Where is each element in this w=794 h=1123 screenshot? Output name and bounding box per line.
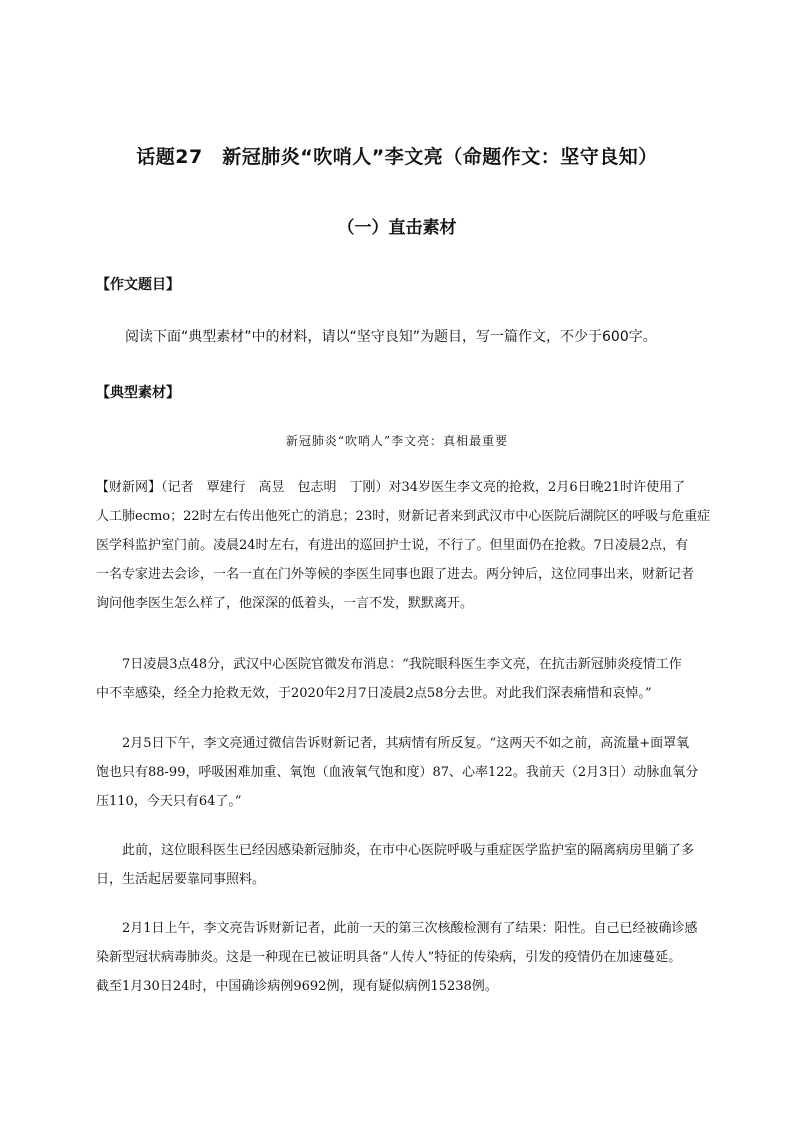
- paragraph-line: 日，生活起居要靠同事照料。: [96, 872, 266, 887]
- paragraph-line: 饱也只有88-99，呼吸困难加重、氧饱（血液氧气饱和度）87、心率122。我前天（2月3日）动脉血氧分: [96, 765, 699, 780]
- paragraph-line: 染新型冠状病毒肺炎。这是一种现在已被证明具备“人传人”特征的传染病，引发的疫情仍在加速蔓延。: [96, 950, 682, 965]
- paragraph-line: 一名专家进去会诊，一名一直在门外等候的李医生同事也跟了进去。两分钟后，这位同事出来，财新记者: [96, 567, 695, 582]
- paragraph-line: 2月1日上午，李文亮告诉财新记者，此前一天的第三次核酸检测有了结果：阳性。自己已经被确诊感: [96, 921, 698, 936]
- paragraph-line: 7日凌晨3点48分，武汉中心医院官微发布消息：“我院眼科医生李文亮，在抗击新冠肺炎疫情工作: [96, 657, 682, 672]
- article-title: 新冠肺炎“吹哨人”李文亮：真相最重要: [285, 434, 509, 448]
- paragraph-line: 压110，今天只有64了。”: [96, 794, 242, 809]
- paragraph-line: 人工肺ecmo；22时左右传出他死亡的消息；23时，财新记者来到武汉市中心医院后湖院区的呼吸与危重症: [96, 509, 711, 524]
- paragraph-line: 医学科监护室门前。凌晨24时左右，有进出的巡回护士说，不行了。但里面仍在抢救。7日凌晨2点，有: [96, 538, 689, 553]
- paragraph-line: 此前，这位眼科医生已经因感染新冠肺炎，在市中心医院呼吸与重症医学监护室的隔离病房里躺了多: [96, 843, 695, 858]
- article-paragraph-4: [96, 836, 701, 894]
- page-title: 话题27 新冠肺炎“吹哨人”李文亮（命题作文：坚守良知）: [136, 146, 658, 168]
- article-paragraph-2: [96, 650, 701, 708]
- essay-topic-label: 【作文题目】: [96, 277, 180, 293]
- article-paragraph-5: [96, 914, 701, 1001]
- article-paragraph-3: [96, 729, 701, 816]
- typical-material-label: 【典型素材】: [96, 385, 180, 401]
- article-paragraph-1: [96, 473, 711, 618]
- paragraph-line: 中不幸感染，经全力抢救无效，于2020年2月7日凌晨2点58分去世。对此我们深表痛惜和哀悼。”: [96, 686, 652, 701]
- section-heading: （一）直击素材: [337, 218, 457, 238]
- paragraph-line: 【财新网】（记者 覃建行 高昱 包志明 丁刚）对34岁医生李文亮的抢救，2月6日晚21时许使用了: [96, 480, 686, 495]
- essay-prompt: 阅读下面“典型素材”中的材料，请以“坚守良知”为题目，写一篇作文，不少于600字。: [125, 329, 657, 345]
- paragraph-line: 询问他李医生怎么样了，他深深的低着头，一言不发，默默离开。: [96, 596, 474, 611]
- paragraph-line: 截至1月30日24时，中国确诊病例9692例，现有疑似病例15238例。: [96, 979, 498, 994]
- paragraph-line: 2月5日下午，李文亮通过微信告诉财新记者，其病情有所反复。“这两天不如之前，高流量+面罩氧: [96, 736, 690, 751]
